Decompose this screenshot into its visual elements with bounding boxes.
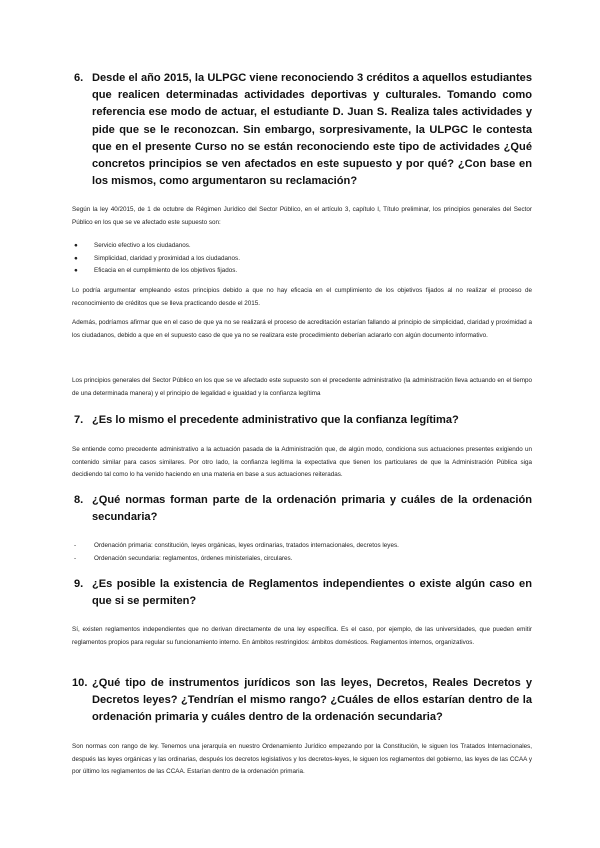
question-7-number: 7. <box>74 414 84 426</box>
dash-icon: - <box>74 554 77 562</box>
answer-6-principles-list <box>72 240 532 278</box>
answer-6-paragraph-2: Lo podría argumentar empleando estos principios debido a que no hay eficacia en el cumplimiento de los objetivos fijados al no realizar el proceso de reconocimiento de créditos que se lleva practicando desde el 2015. <box>72 287 532 307</box>
answer-6-paragraph-3: Además, podríamos afirmar que en el caso de que ya no se realizará el proceso de acreditación estarían fallando al principio de simplicidad, claridad y proximidad a los ciudadanos, debido a que en el supuesto caso de que ya no se realizara este procedimiento deberían aclararlo con algún documento informativo. <box>72 319 532 339</box>
question-6 <box>74 70 532 190</box>
answer-6-paragraph-4: Los principios generales del Sector Público en los que se ve afectado este supuesto son el precedente administrativo (la administración lleva actuando en el tiempo de una determinada manera) y el principio de legalidad e igualdad y la confianza legítima <box>72 377 532 397</box>
question-7-text: ¿Es lo mismo el precedente administrativo que la confianza legítima? <box>92 414 459 426</box>
answer-6-intro: Según la ley 40/2015, de 1 de octubre de Régimen Jurídico del Sector Público, en el artículo 3, capítulo I, Título preliminar, los principios generales del Sector Público en los que se ve afectado este supuesto son: <box>72 206 532 226</box>
answer-8-list <box>72 540 532 565</box>
question-10 <box>72 675 532 727</box>
list-item: ● Servicio efectivo a los ciudadanos. <box>72 240 532 253</box>
question-10-text: ¿Qué tipo de instrumentos jurídicos son las leyes, Decretos, Reales Decretos y Decretos leyes? ¿Tendrían el mismo rango? ¿Cuáles de ellos estarían dentro de la ordenación primaria y cuáles dentro de la ordenación secundaria? <box>92 677 532 724</box>
answer-9: Sí, existen reglamentos independientes que no derivan directamente de una ley específica. Es el caso, por ejemplo, de las universidades, que pueden emitir reglamentos propios para regular su funcionamiento interno. En ámbitos restringidos: ámbitos domésticos. Reglamentos internos, organizativos. <box>72 626 532 646</box>
bullet-icon: ● <box>74 242 78 249</box>
dash-icon: - <box>74 542 77 549</box>
question-8-number: 8. <box>74 494 84 506</box>
list-item: - Ordenación secundaria: reglamentos, órdenes ministeriales, circulares. <box>72 553 532 566</box>
list-item: ● Simplicidad, claridad y proximidad a los ciudadanos. <box>72 253 532 266</box>
question-9-number: 9. <box>74 578 84 590</box>
list-item: ● Eficacia en el cumplimiento de los objetivos fijados. <box>72 265 532 278</box>
bullet-icon: ● <box>74 254 78 262</box>
question-8-text: ¿Qué normas forman parte de la ordenación primaria y cuáles de la ordenación secundaria? <box>92 494 532 524</box>
question-7 <box>74 412 532 429</box>
list-item: - Ordenación primaria: constitución, leyes orgánicas, leyes ordinarias, tratados internacionales, decretos leyes. <box>72 540 532 553</box>
question-6-text: Desde el año 2015, la ULPGC viene reconociendo 3 créditos a aquellos estudiantes que realicen determinadas actividades deportivas y culturales. Tomando como referencia ese modo de actuar, el estudiante D. Juan S. Realiza tales actividades y pide que se le reconozcan. Sin embargo, sorpresivamente, la ULPGC le contesta que en el presente Curso no se están reconociendo este tipo de actividades ¿Qué concretos principios se ven afectados en este supuesto y por qué? ¿Con base en los mismos, como argumentaron su reclamación? <box>92 72 532 188</box>
question-9-text: ¿Es posible la existencia de Reglamentos independientes o existe algún caso en que si se permiten? <box>92 578 532 608</box>
question-9 <box>74 576 532 610</box>
answer-7: Se entiende como precedente administrativo a la actuación pasada de la Administración que, de algún modo, condiciona sus actuaciones presentes exigiendo un contenido similar para casos similares. Por otro lado, la confianza legítima la expectativa que tienen los particulares de que la Administración Pública siga decidiendo tal como lo ha venido haciendo en una materia en base a sus actuaciones reiteradas. <box>72 446 532 479</box>
question-6-number: 6. <box>74 72 84 84</box>
bullet-icon: ● <box>74 267 78 275</box>
answer-10: Son normas con rango de ley. Tenemos una jerarquía en nuestro Ordenamiento Jurídico empezando por la Constitución, le siguen los Tratados Internacionales, después las leyes orgánicas y las ordinarias, después los decretos legislativos y los decretos-leyes, le siguen los reglamentos del gobierno, las leyes de las CCAA y por último los reglamentos de las CCAA. Estarían dentro de la ordenación primaria. <box>72 743 532 776</box>
question-10-number: 10. <box>72 677 88 689</box>
question-8 <box>74 492 532 526</box>
